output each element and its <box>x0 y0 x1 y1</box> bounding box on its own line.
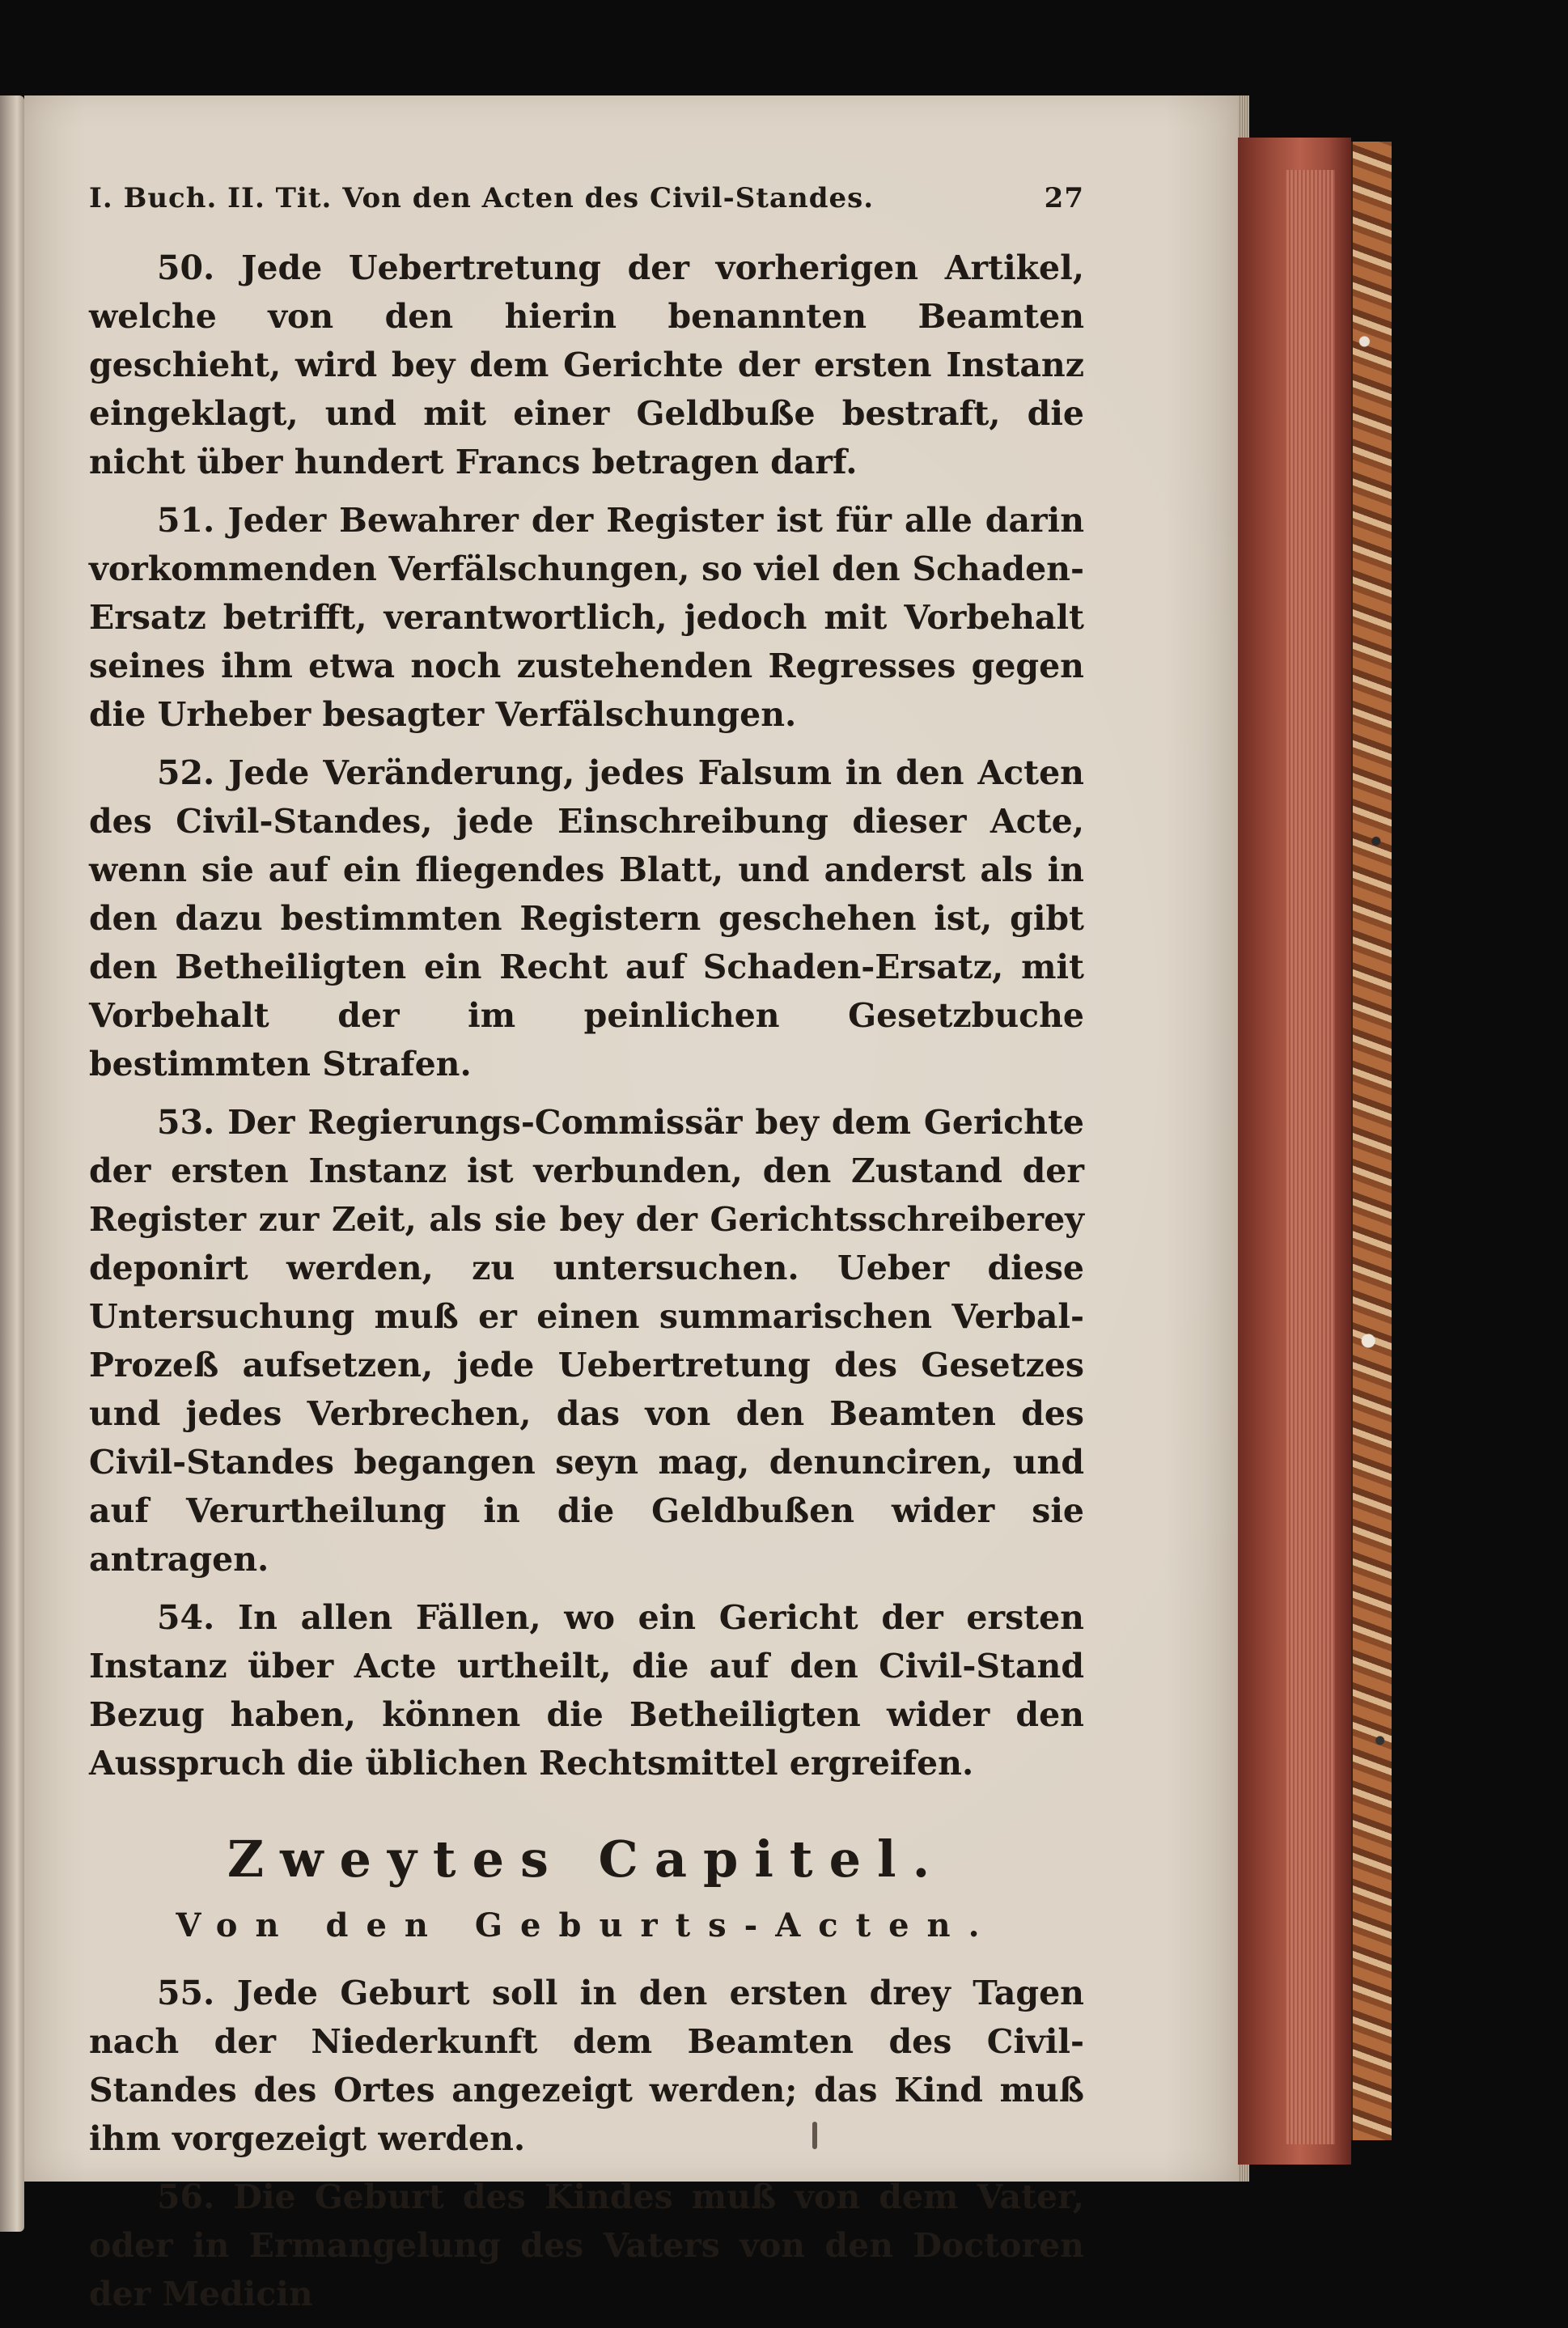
article-53: 53. Der Regierungs-Commissär bey dem Gerichte der ersten Instanz ist verbunden, den Zustand der Register zur Zeit, als sie bey der Gerichtsschreiberey deponirt werden, zu untersuchen. Ueber diese Untersuchung muß er einen summarischen Verbal-Prozeß aufsetzen, jede Uebertretung des Gesetzes und jedes Verbrechen, das von den Beamten des Civil-Standes begangen seyn mag, denunciren, und auf Verurtheilung in die Geldbußen wider sie antragen. <box>89 1103 1084 1579</box>
article-56: 56. Die Geburt des Kindes muß von dem Vater, oder in Ermangelung des Vaters von den Doctoren der Medicin <box>89 2177 1084 2313</box>
running-head-title: I. Buch. II. Tit. Von den Acten des Civil-Standes. <box>89 182 875 214</box>
chapter-title: Zweytes Capitel. <box>227 1830 947 1889</box>
left-page-edge <box>0 95 24 2232</box>
page-mark <box>812 2122 817 2149</box>
article-54: 54. In allen Fällen, wo ein Gericht der ersten Instanz über Acte urtheilt, die auf den Civil-Stand Bezug haben, können die Betheiligten wider den Ausspruch die üblichen Rechtsmittel ergreifen. <box>89 1598 1084 1783</box>
red-fore-edge <box>1238 138 1351 2165</box>
page-text <box>89 182 1084 2328</box>
article-52: 52. Jede Veränderung, jedes Falsum in den Acten des Civil-Standes, jede Einschreibung dieser Acte, wenn sie auf ein fliegendes Blatt, und anderst als in den dazu bestimmten Registern geschehen ist, gibt den Betheiligten ein Recht auf Schaden-Ersatz, mit Vorbehalt der im peinlichen Gesetzbuche bestimmten Strafen. <box>89 753 1084 1083</box>
marbled-cover-board <box>1351 142 1392 2140</box>
article-51: 51. Jeder Bewahrer der Register ist für alle darin vorkommenden Verfälschungen, so viel den Schaden-Ersatz betrifft, verantwortlich, jedoch mit Vorbehalt seines ihm etwa noch zustehenden Regresses gegen die Urheber besagter Verfälschungen. <box>89 501 1084 734</box>
running-head <box>89 182 1084 214</box>
chapter-subtitle: Von den Geburts-Acten. <box>176 1906 998 1944</box>
page-number: 27 <box>1044 182 1084 214</box>
article-50: 50. Jede Uebertretung der vorherigen Artikel, welche von den hierin benannten Beamten geschieht, wird bey dem Gerichte der ersten Instanz eingeklagt, und mit einer Geldbuße bestraft, die nicht über hundert Francs betragen darf. <box>89 248 1084 481</box>
article-55: 55. Jede Geburt soll in den ersten drey Tagen nach der Niederkunft dem Beamten des Civil-Standes des Ortes angezeigt werden; das Kind muß ihm vorgezeigt werden. <box>89 1974 1084 2158</box>
